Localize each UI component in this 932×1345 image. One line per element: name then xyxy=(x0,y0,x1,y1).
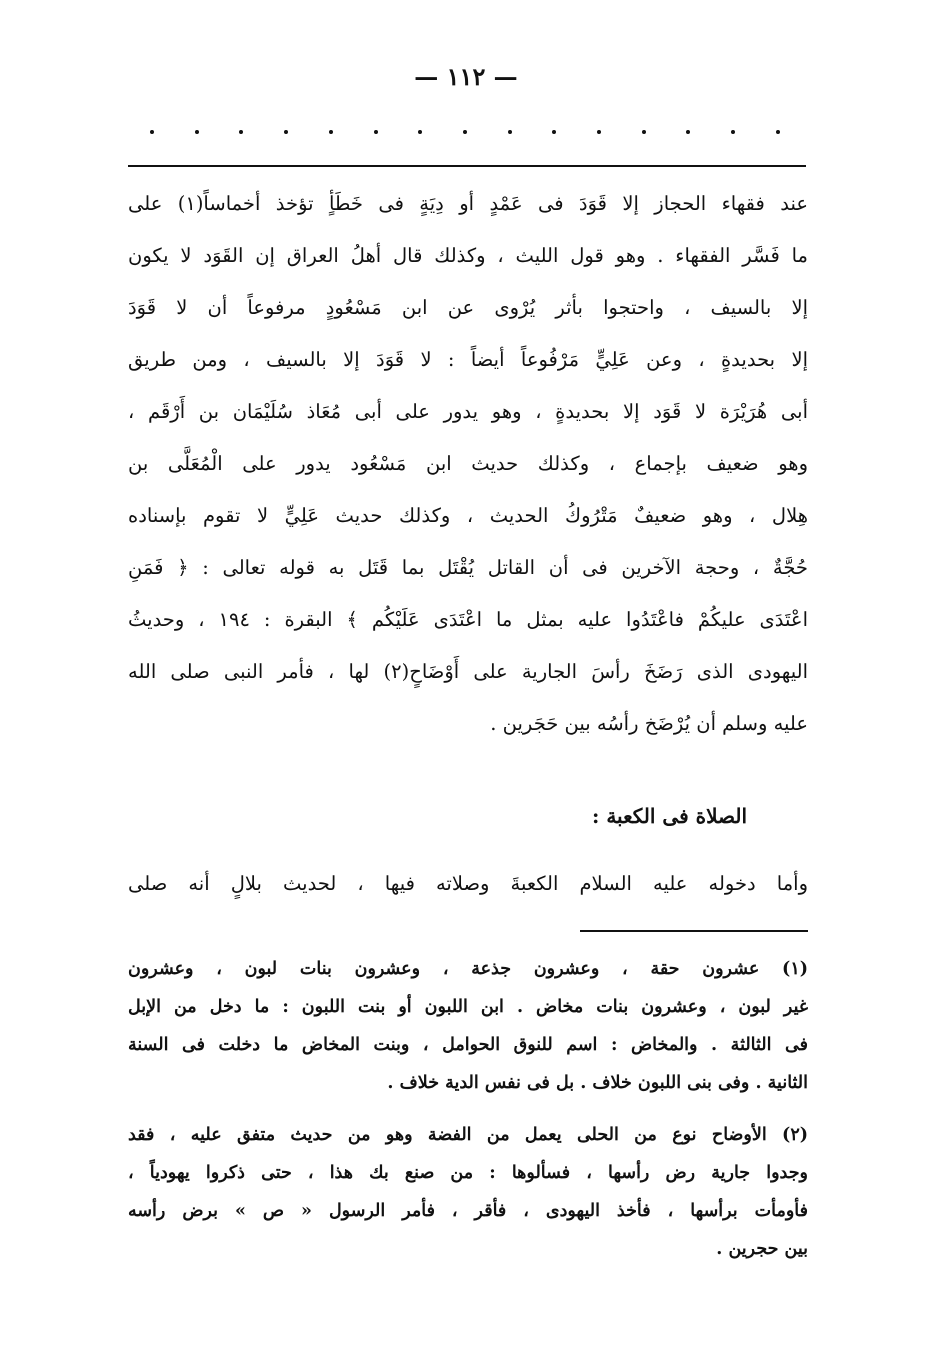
section-body xyxy=(128,858,808,910)
dot-icon xyxy=(731,130,735,134)
dot-icon xyxy=(686,130,690,134)
footnote-line: فأومأت برأسها ، فأخذ اليهودى ، فأقر ، فأمر الرسول « ص » برض رأسه xyxy=(128,1201,808,1221)
dot-icon xyxy=(597,130,601,134)
ellipsis-dots xyxy=(150,130,780,134)
dot-icon xyxy=(374,130,378,134)
dot-icon xyxy=(284,130,288,134)
text-line: وهو ضعيف بإجماع ، وكذلك حديث ابن مَسْعُود يدور على الْمُعَلَّى بن xyxy=(128,452,808,475)
dot-icon xyxy=(418,130,422,134)
footnote-line: (٢) الأوضاح نوع من الحلى يعمل من الفضة وهو من حديث متفق عليه ، فقد xyxy=(128,1125,808,1145)
footnote-line: الثانية . وفى بنى اللبون خلاف . بل فى نفس الدية خلاف . xyxy=(387,1073,808,1093)
footnote-line: فى الثالثة . والمخاض : اسم للنوق الحوامل ، وبنت المخاض ما دخلت فى السنة xyxy=(128,1035,808,1055)
text-line: ما فَسَّر الفقهاء . وهو قول الليث ، وكذلك قال أهلُ العراق إن القَوَد لا يكون xyxy=(128,244,808,267)
footnote-line: (١) عشرون حقة ، وعشرون جذعة ، وعشرون بنات لبون ، وعشرون xyxy=(128,959,808,979)
text-line: إلا بحديدةٍ ، وعن عَلِيٍّ مَرْفُوعاً أيضاً : لا قَوَدَ إلا بالسيف ، ومن طريق xyxy=(128,348,808,371)
dot-icon xyxy=(642,130,646,134)
text-line: وأما دخوله عليه السلام الكعبةَ وصلاته فيها ، لحديث بلالٍ أنه صلى xyxy=(128,872,808,895)
dot-icon xyxy=(776,130,780,134)
footnote-gap xyxy=(128,1102,808,1116)
dot-icon xyxy=(239,130,243,134)
dot-icon xyxy=(552,130,556,134)
footnote-rule xyxy=(580,930,808,932)
section-heading: الصلاة فى الكعبة : xyxy=(591,804,747,828)
dot-icon xyxy=(329,130,333,134)
text-line: اليهودى الذى رَضَخَ رأسَ الجارية على أَوْضَاحٍ(٢) لها ، فأمر النبى صلى الله xyxy=(128,660,808,683)
text-line: اعْتَدَى عليكُمْ فاعْتَدُوا عليه بمثل ما اعْتَدَى عَلَيْكُم ﴾ البقرة : ١٩٤ ، وحديثُ xyxy=(128,608,808,631)
footnote-line: وجدوا جارية رض رأسها ، فسألوها : من صنع بك هذا ، حتى ذكروا يهودياً ، xyxy=(128,1163,808,1183)
page-number: — ١١٢ — xyxy=(414,62,518,91)
text-line: هِلال ، وهو ضعيفٌ مَتْرُوكُ الحديث ، وكذلك حديث عَلِيٍّ لا تقوم بإسناده xyxy=(128,504,808,527)
text-line: حُجَّةٌ ، وحجة الآخرين فى أن القاتل يُقْتَل بما قَتَل به قوله تعالى : ﴿ فَمَنِ xyxy=(128,556,808,579)
main-text xyxy=(128,178,808,750)
text-line: عليه وسلم أن يُرْضَخ رأسُه بين حَجَرين . xyxy=(490,712,808,735)
dot-icon xyxy=(508,130,512,134)
text-line: عند فقهاء الحجاز إلا قَوَدَ فى عَمْدٍ أو دِيَةٍ فى خَطَأٍ تؤخذ أخماساً(١) على xyxy=(128,192,808,215)
footnote-line: بين حجرين . xyxy=(716,1239,808,1259)
header-rule xyxy=(128,165,806,167)
dot-icon xyxy=(150,130,154,134)
dot-icon xyxy=(195,130,199,134)
dot-icon xyxy=(463,130,467,134)
footnotes xyxy=(128,950,808,1268)
footnote-line: غير لبون ، وعشرون بنات مخاض . ابن اللبون أو بنت اللبون : ما دخل من الإبل xyxy=(128,997,808,1017)
text-line: أبى هُرَيْرَة لا قَوَد إلا بحديدةٍ ، وهو يدور على أبى مُعَاذ سُلَيْمَان بن أَرْقَم ، xyxy=(128,400,808,423)
text-line: إلا بالسيف ، واحتجوا بأثر يُرْوى عن ابن مَسْعُودٍ مرفوعاً أن لا قَوَدَ xyxy=(128,296,808,319)
